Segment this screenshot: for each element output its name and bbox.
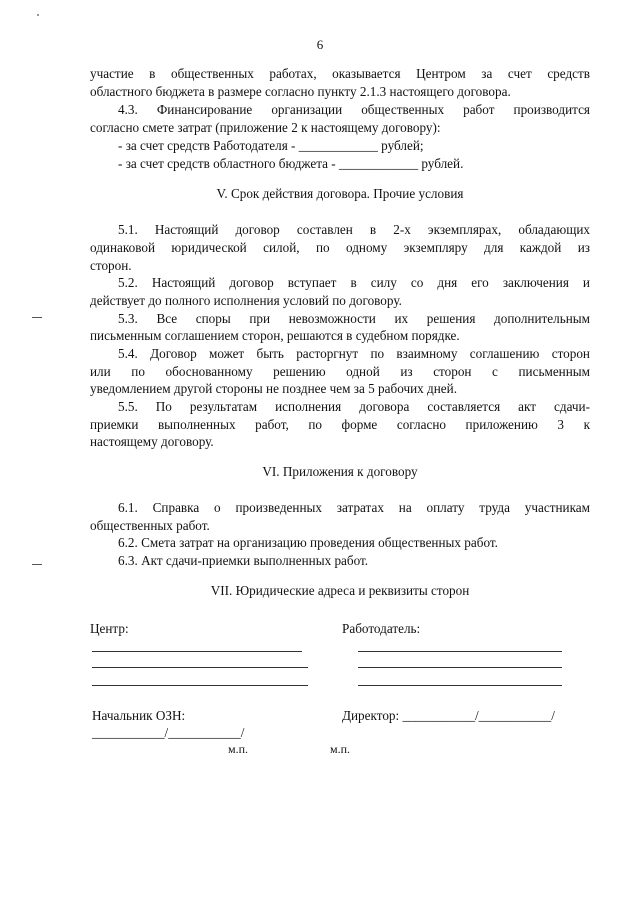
- text-line: уведомлением другой стороны не позднее чем за 5 рабочих дней.: [90, 381, 457, 396]
- text-line: 5.3. Все споры при невозможности их решения дополнительным: [118, 311, 590, 326]
- text-line: 5.2. Настоящий договор вступает в силу со дня его заключения и: [118, 275, 590, 290]
- employer-address-line: [358, 685, 562, 686]
- text-line: - за счет средств областного бюджета - ____________ рублей.: [118, 156, 464, 171]
- employer-address-line: [358, 667, 562, 668]
- margin-mark: [32, 564, 42, 565]
- section-heading-vi: VI. Приложения к договору: [262, 464, 418, 479]
- employer-label: Работодатель:: [342, 621, 421, 636]
- center-address-line: [92, 651, 302, 652]
- text-line: 6.2. Смета затрат на организацию проведения общественных работ.: [118, 535, 498, 550]
- text-line: приемки выполненных работ, по форме согласно приложению 3 к: [90, 417, 590, 432]
- text-line: письменным соглашением сторон, решаются в судебном порядке.: [90, 328, 460, 343]
- head-label: Начальник ОЗН:: [92, 708, 186, 723]
- section-heading-vii: VII. Юридические адреса и реквизиты сторон: [210, 583, 470, 598]
- center-label: Центр:: [90, 621, 129, 636]
- text-line: 5.5. По результатам исполнения договора составляется акт сдачи-: [118, 399, 590, 414]
- employer-address-line: [358, 651, 562, 652]
- stamp-left: м.п.: [228, 742, 249, 756]
- text-line: общественных работ.: [90, 518, 210, 533]
- text-line: - за счет средств Работодателя - ____________ рублей;: [118, 138, 424, 153]
- margin-mark: [32, 317, 42, 318]
- text-line: 5.1. Настоящий договор составлен в 2-х экземплярах, обладающих: [118, 222, 590, 237]
- director-label: Директор: ___________/___________/: [342, 708, 555, 723]
- text-line: сторон.: [90, 258, 132, 273]
- center-address-line: [92, 685, 308, 686]
- text-line: участие в общественных работах, оказывается Центром за счет средств: [90, 66, 590, 81]
- text-line: областного бюджета в размере согласно пункту 2.1.3 настоящего договора.: [90, 84, 511, 99]
- stamp-right: м.п.: [330, 742, 351, 756]
- scan-dot: [37, 14, 39, 16]
- text-line: согласно смете затрат (приложение 2 к настоящему договору):: [90, 120, 441, 135]
- text-line: или по обоснованному решению одной из сторон с письменным: [90, 364, 590, 379]
- text-line: 5.4. Договор может быть расторгнут по взаимному соглашению сторон: [118, 346, 590, 361]
- text-line: одинаковой юридической силой, по одному экземпляру для каждой из: [90, 240, 590, 255]
- text-line: 4.3. Финансирование организации общественных работ производится: [118, 102, 590, 117]
- center-address-line: [92, 667, 308, 668]
- text-line: 6.1. Справка о произведенных затратах на оплату труда участникам: [118, 500, 590, 515]
- head-sign-line: ___________/___________/: [92, 725, 245, 740]
- page-number: 6: [316, 37, 324, 52]
- text-line: действует до полного исполнения условий по договору.: [90, 293, 402, 308]
- text-line: настоящему договору.: [90, 434, 214, 449]
- text-line: 6.3. Акт сдачи-приемки выполненных работ.: [118, 553, 369, 568]
- section-heading-v: V. Срок действия договора. Прочие условия: [216, 186, 464, 201]
